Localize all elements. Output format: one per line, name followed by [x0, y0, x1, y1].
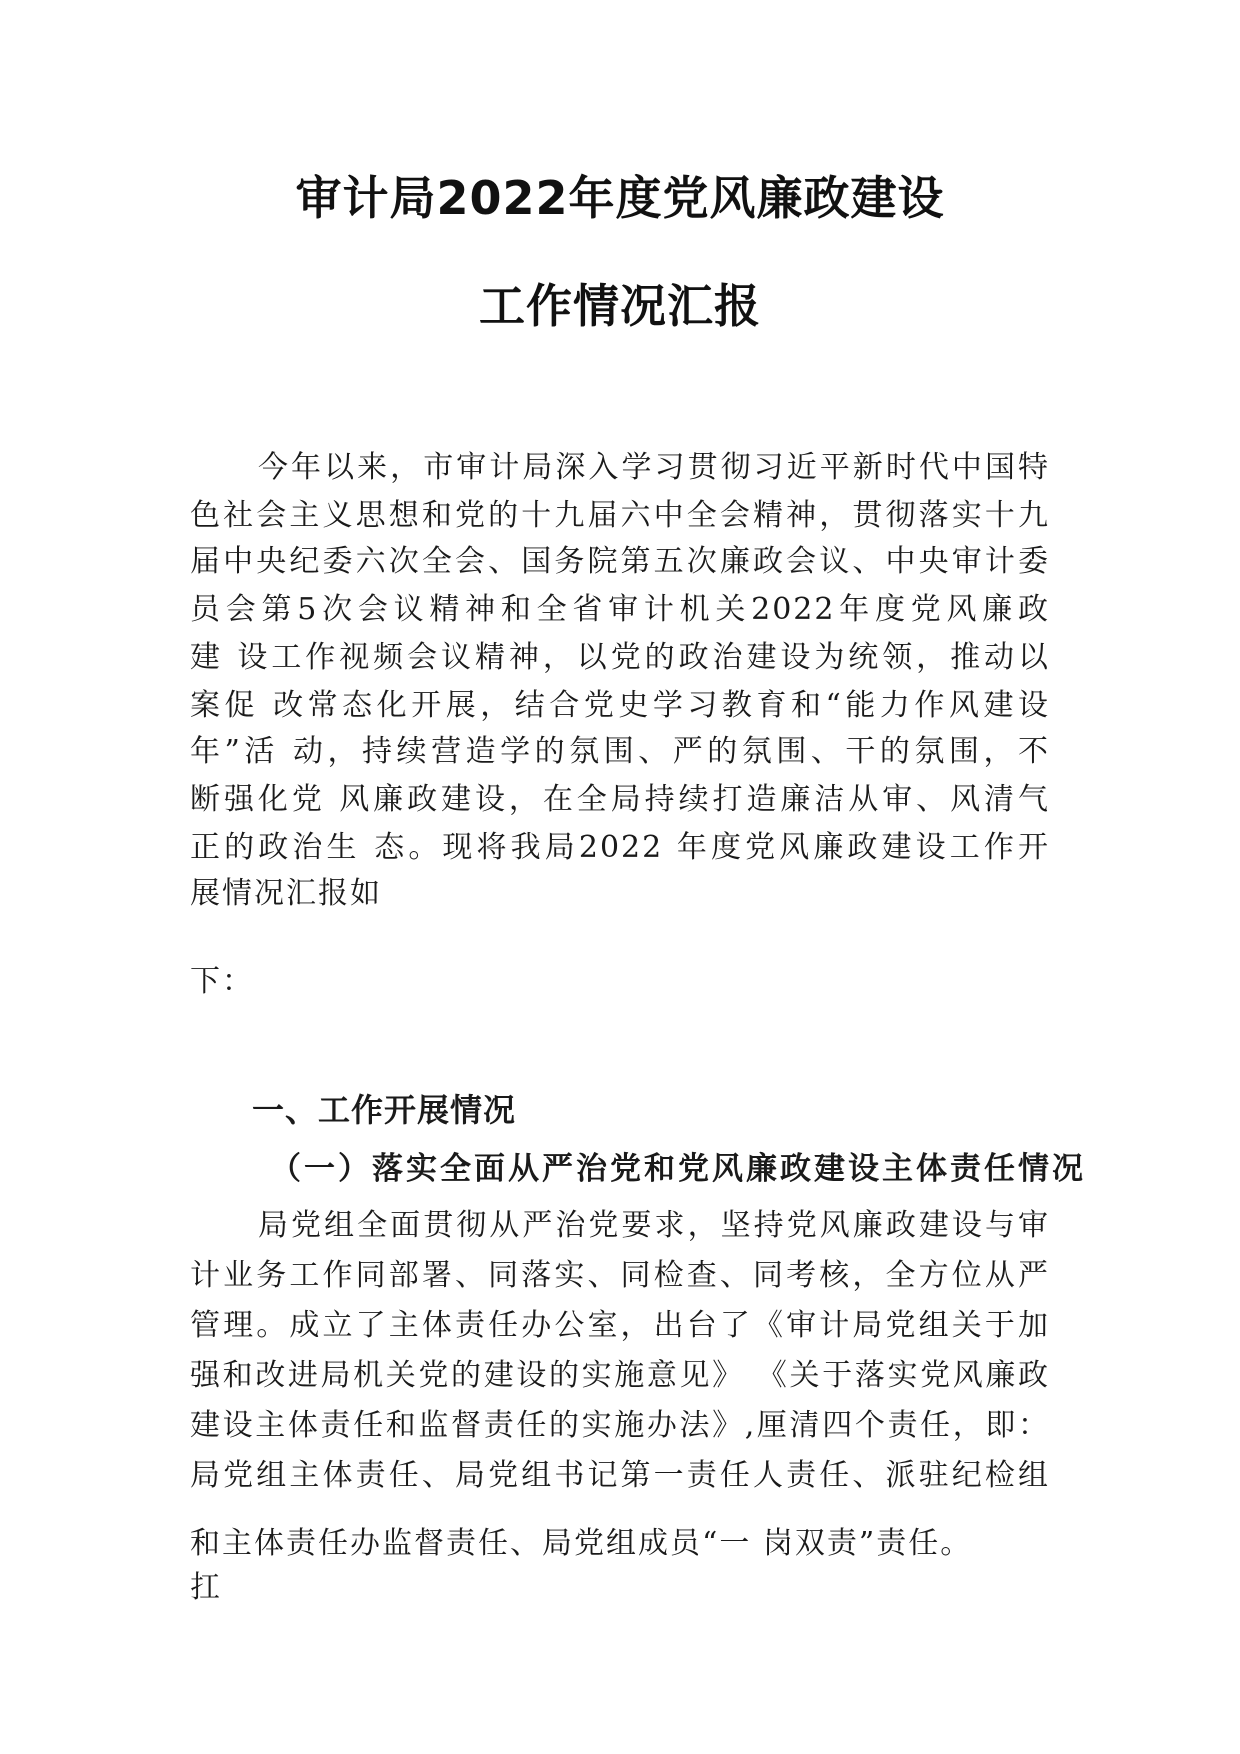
intro-line: 届中央纪委六次全会、国务院第五次廉政会议、中央审计委	[190, 544, 1050, 579]
intro-line: 正的政治生 态。现将我局2022 年度党风廉政建设工作开	[190, 830, 1050, 865]
body-line: 局党组主体责任、局党组书记第一责任人责任、派驻纪检组	[190, 1458, 1050, 1493]
body-line: 扛	[190, 1570, 222, 1605]
intro-line: 员会第5次会议精神和全省审计机关2022年度党风廉政	[190, 592, 1050, 627]
intro-line: 展情况汇报如	[190, 876, 382, 911]
intro-line: 建 设工作视频会议精神，以党的政治建设为统领，推动以	[190, 640, 1050, 675]
body-line: 管理。成立了主体责任办公室，出台了《审计局党组关于加	[190, 1308, 1050, 1343]
document-title-line-2: 工作情况汇报	[479, 279, 761, 333]
intro-line: 今年以来，市审计局深入学习贯彻习近平新时代中国特	[258, 450, 1050, 485]
body-line: 建设主体责任和监督责任的实施办法》,厘清四个责任，即：	[190, 1408, 1050, 1443]
subsection-heading: （一）落实全面从严治党和党风廉政建设主体责任情况	[270, 1151, 1086, 1187]
body-line: 局党组全面贯彻从严治党要求，坚持党风廉政建设与审	[258, 1208, 1050, 1243]
body-line: 和主体责任办监督责任、局党组成员“一 岗双责”责任。	[190, 1526, 973, 1561]
intro-line: 色社会主义思想和党的十九届六中全会精神，贯彻落实十九	[190, 498, 1050, 533]
document-title-line-1: 审计局2022年度党风廉政建设	[295, 171, 945, 225]
intro-line: 案促 改常态化开展，结合党史学习教育和“能力作风建设	[190, 688, 1050, 723]
intro-tail: 下：	[190, 964, 254, 999]
intro-line: 断强化党 风廉政建设，在全局持续打造廉洁从审、风清气	[190, 782, 1050, 817]
body-line: 计业务工作同部署、同落实、同检查、同考核，全方位从严	[190, 1258, 1050, 1293]
body-line: 强和改进局机关党的建设的实施意见》 《关于落实党风廉政	[190, 1358, 1050, 1393]
intro-line: 年”活 动，持续营造学的氛围、严的氛围、干的氛围，不	[190, 734, 1050, 769]
section-heading: 一、工作开展情况	[252, 1091, 517, 1129]
